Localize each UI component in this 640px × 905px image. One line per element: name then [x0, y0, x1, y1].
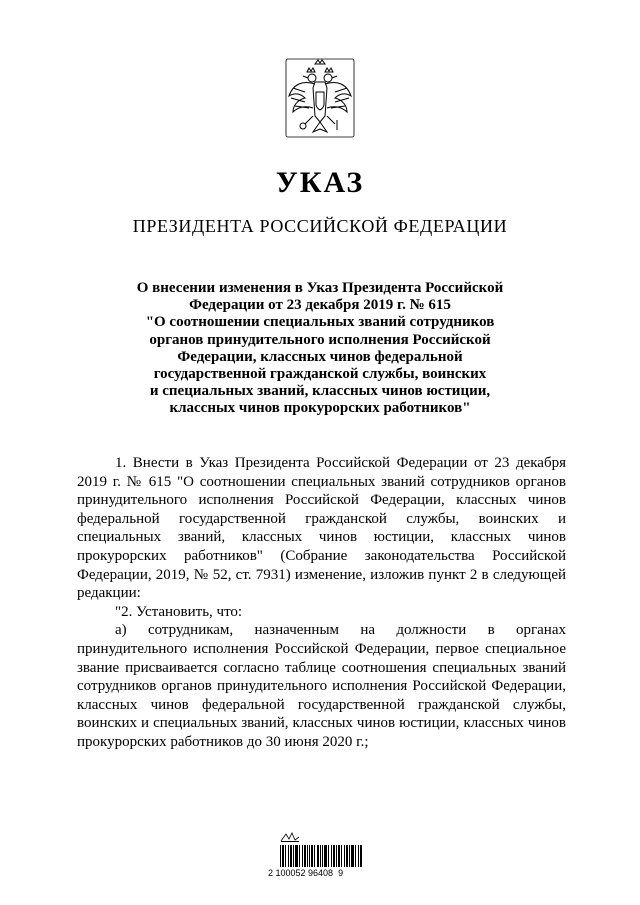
title-line: и специальных званий, классных чинов юстиции, [149, 383, 491, 400]
barcode-number: 2 100052 96408 9 [268, 868, 344, 878]
decree-title [105, 280, 535, 418]
title-line: органов принудительного исполнения Российской [149, 331, 491, 348]
body-paragraph: а) сотрудникам, назначенным на должности в органах принудительного исполнения Российской Федерации, первое специальное звание присваивается согласно таблице соотношения специальных званий сотрудников органов принудительного исполнения Российской Федерации, классных чинов федеральной государственной гражданской службы, воинских и специальных званий, классных чинов юстиции, классных чинов прокурорских работников до 30 июня 2020 г.; [77, 622, 566, 750]
title-line: Федерации от 23 декабря 2019 г. № 615 [189, 297, 451, 314]
coat-of-arms-icon [285, 58, 355, 138]
title-line: классных чинов прокурорских работников" [169, 400, 471, 417]
title-line: Федерации, классных чинов федеральной [177, 348, 463, 365]
title-line: О внесении изменения в Указ Президента Российской [136, 280, 504, 296]
body-paragraph: 1. Внести в Указ Президента Российской Федерации от 23 декабря 2019 г. № 615 "О соотношении специальных званий сотрудников органов принудительного исполнения Российской Федерации, классных чинов федеральной государственной гражданской службы, воинских и специальных званий, классных чинов юстиции, классных чинов прокурорских работников" (Собрание законодательства Российской Федерации, 2019, № 52, ст. 7931) изменение, изложив пункт 2 в следующей редакции: [77, 455, 566, 602]
body-paragraph: "2. Установить, что: [115, 603, 243, 620]
issuer-heading: ПРЕЗИДЕНТА РОССИЙСКОЙ ФЕДЕРАЦИИ [132, 216, 508, 236]
title-line: государственной гражданской службы, воинских [153, 366, 487, 383]
barcode-icon [280, 845, 362, 867]
stamp-mark-icon [280, 830, 300, 842]
document-type-heading: УКАЗ [275, 166, 365, 199]
title-line: "О соотношении специальных званий сотрудников [145, 314, 495, 331]
decree-body [77, 454, 566, 752]
